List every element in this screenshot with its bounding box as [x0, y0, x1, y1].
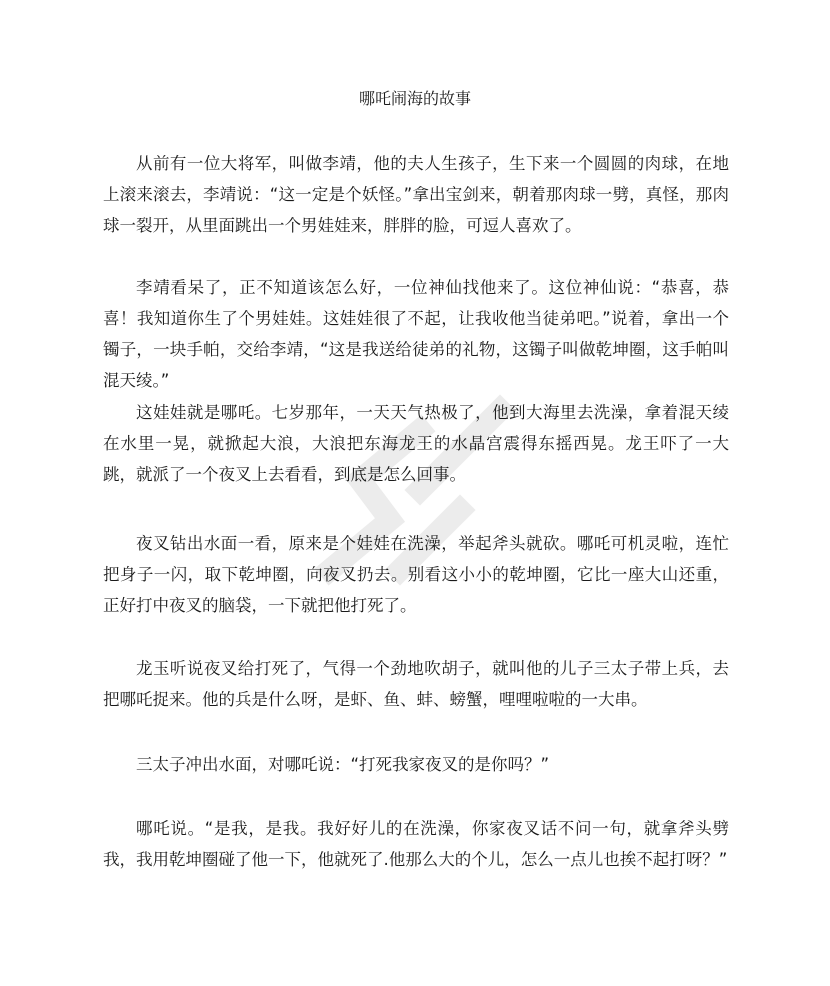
- paragraph-5: 龙玉听说夜叉给打死了，气得一个劲地吹胡子，就叫他的儿子三太子带上兵，去把哪吒捉来。他的兵是什么呀，是虾、鱼、蚌、螃蟹，哩哩啦啦的一大串。: [103, 659, 729, 709]
- paragraph-7: 哪吒说。“是我，是我。我好好儿的在洗澡，你家夜叉话不问一句，就拿斧头劈我，我用乾坤圈碰了他一下，他就死了.他那么大的个儿，怎么一点儿也挨不起打呀？”: [103, 819, 729, 869]
- paragraph-2: 李靖看呆了，正不知道该怎么好，一位神仙找他来了。这位神仙说：“恭喜，恭喜！我知道你生了个男娃娃。这娃娃很了不起，让我收他当徒弟吧。”说着，拿出一个镯子，一块手帕，交给李靖，“这是我送给徒弟的礼物，这镯子叫做乾坤圈，这手帕叫混天绫。”: [103, 278, 729, 390]
- paragraph-4: 夜叉钻出水面一看，原来是个娃娃在洗澡，举起斧头就砍。哪吒可机灵啦，连忙把身子一闪，取下乾坤圈，向夜叉扔去。别看这小小的乾坤圈，它比一座大山还重，正好打中夜叉的脑袋，一下就把他打死了。: [103, 534, 729, 615]
- paragraph-6: 三太子冲出水面，对哪吒说：“打死我家夜叉的是你吗？”: [136, 755, 550, 774]
- document-title: 哪吒闹海的故事: [358, 89, 471, 108]
- paragraph-3: 这娃娃就是哪吒。七岁那年，一天天气热极了，他到大海里去洗澡，拿着混天绫在水里一晃，就掀起大浪，大浪把东海龙王的水晶宫震得东摇西晃。龙王吓了一大跳，就派了一个夜叉上去看看，到底是怎么回事。: [103, 403, 729, 484]
- paragraph-1: 从前有一位大将军，叫做李靖，他的夫人生孩子，生下来一个圆圆的肉球，在地上滚来滚去，李靖说：“这一定是个妖怪。”拿出宝剑来，朝着那肉球一劈，真怪，那肉球一裂开，从里面跳出一个男娃娃来，胖胖的脸，可逗人喜欢了。: [103, 154, 729, 235]
